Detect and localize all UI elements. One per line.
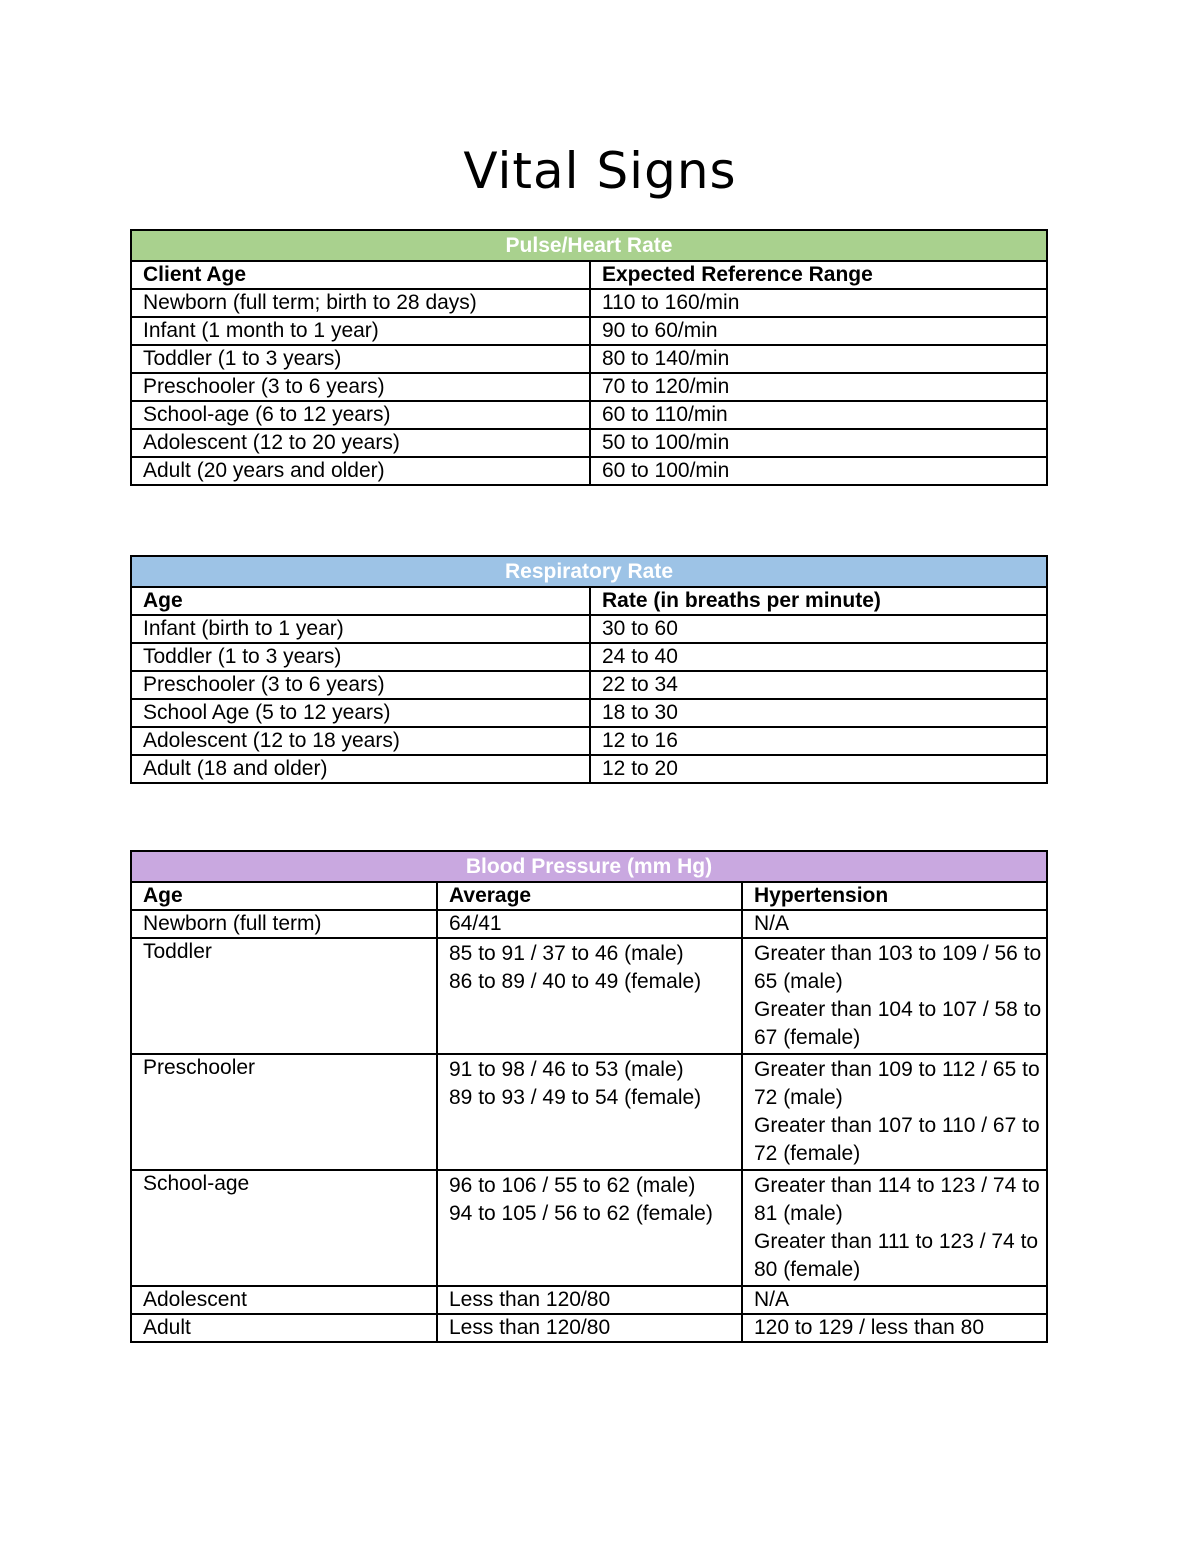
respiratory-caption: Respiratory Rate: [131, 556, 1047, 587]
hypertension-male: Greater than 109 to 112 / 65 to 72 (male): [754, 1058, 1040, 1109]
hypertension-female: Greater than 111 to 123 / 74 to 80 (female): [754, 1230, 1039, 1281]
rate-cell: 12 to 16: [590, 727, 1047, 755]
table-row: [131, 1314, 1047, 1342]
table-row: [131, 1286, 1047, 1314]
age-cell: Infant (1 month to 1 year): [131, 317, 590, 345]
age-cell: Adult (18 and older): [131, 755, 590, 783]
rate-cell: 22 to 34: [590, 671, 1047, 699]
table-row: [131, 699, 1047, 727]
range-cell: 70 to 120/min: [590, 373, 1047, 401]
page-title: Vital Signs: [463, 142, 737, 200]
range-cell: 90 to 60/min: [590, 317, 1047, 345]
age-cell: Adult (20 years and older): [131, 457, 590, 485]
pulse-caption: Pulse/Heart Rate: [131, 230, 1047, 261]
average-female: 86 to 89 / 40 to 49 (female): [449, 970, 702, 993]
average-female: 94 to 105 / 56 to 62 (female): [449, 1202, 713, 1225]
table-row: [131, 755, 1047, 783]
age-cell: Newborn (full term): [131, 910, 437, 938]
age-cell: Preschooler: [131, 1054, 437, 1170]
range-cell: 60 to 110/min: [590, 401, 1047, 429]
age-cell: Toddler (1 to 3 years): [131, 643, 590, 671]
table-row: [131, 910, 1047, 938]
table-row: [131, 1170, 1047, 1286]
hypertension-cell: [742, 1054, 1047, 1170]
hypertension-cell: [742, 1170, 1047, 1286]
age-cell: Preschooler (3 to 6 years): [131, 671, 590, 699]
age-cell: Newborn (full term; birth to 28 days): [131, 289, 590, 317]
average-female: 89 to 93 / 49 to 54 (female): [449, 1086, 702, 1109]
table-row: [131, 615, 1047, 643]
table-row: [131, 317, 1047, 345]
resp-header-rate: Rate (in breaths per minute): [590, 587, 1047, 615]
age-cell: Adolescent: [131, 1286, 437, 1314]
range-cell: 60 to 100/min: [590, 457, 1047, 485]
pulse-header-age: Client Age: [131, 261, 590, 289]
hypertension-cell: N/A: [742, 910, 1047, 938]
age-cell: School-age (6 to 12 years): [131, 401, 590, 429]
pulse-table: [130, 229, 1048, 486]
table-row: [131, 429, 1047, 457]
rate-cell: 18 to 30: [590, 699, 1047, 727]
respiratory-table: [130, 555, 1048, 784]
age-cell: Adult: [131, 1314, 437, 1342]
rate-cell: 30 to 60: [590, 615, 1047, 643]
age-cell: Preschooler (3 to 6 years): [131, 373, 590, 401]
range-cell: 80 to 140/min: [590, 345, 1047, 373]
bp-header-hypertension: Hypertension: [742, 882, 1047, 910]
table-row: [131, 671, 1047, 699]
bp-header-age: Age: [131, 882, 437, 910]
hypertension-male: Greater than 114 to 123 / 74 to 81 (male): [754, 1174, 1040, 1225]
table-row: [131, 457, 1047, 485]
hypertension-cell: N/A: [742, 1286, 1047, 1314]
range-cell: 110 to 160/min: [590, 289, 1047, 317]
table-row: [131, 643, 1047, 671]
table-row: [131, 345, 1047, 373]
age-cell: Toddler: [131, 938, 437, 1054]
blood-pressure-caption: Blood Pressure (mm Hg): [131, 851, 1047, 882]
hypertension-female: Greater than 104 to 107 / 58 to 67 (female): [754, 998, 1042, 1049]
table-row: [131, 938, 1047, 1054]
pulse-header-range: Expected Reference Range: [590, 261, 1047, 289]
average-cell: [437, 938, 742, 1054]
average-cell: 64/41: [437, 910, 742, 938]
table-row: [131, 727, 1047, 755]
resp-header-age: Age: [131, 587, 590, 615]
age-cell: Adolescent (12 to 20 years): [131, 429, 590, 457]
bp-header-average: Average: [437, 882, 742, 910]
rate-cell: 24 to 40: [590, 643, 1047, 671]
blood-pressure-table: [130, 850, 1048, 1343]
range-cell: 50 to 100/min: [590, 429, 1047, 457]
age-cell: Infant (birth to 1 year): [131, 615, 590, 643]
table-row: [131, 401, 1047, 429]
age-cell: School-age: [131, 1170, 437, 1286]
hypertension-cell: [742, 938, 1047, 1054]
average-cell: Less than 120/80: [437, 1286, 742, 1314]
average-cell: [437, 1170, 742, 1286]
hypertension-male: Greater than 103 to 109 / 56 to 65 (male): [754, 942, 1042, 993]
hypertension-female: Greater than 107 to 110 / 67 to 72 (female): [754, 1114, 1040, 1165]
table-row: [131, 1054, 1047, 1170]
average-male: 85 to 91 / 37 to 46 (male): [449, 942, 684, 965]
average-cell: [437, 1054, 742, 1170]
average-male: 91 to 98 / 46 to 53 (male): [449, 1058, 684, 1081]
average-male: 96 to 106 / 55 to 62 (male): [449, 1174, 696, 1197]
average-cell: Less than 120/80: [437, 1314, 742, 1342]
age-cell: Toddler (1 to 3 years): [131, 345, 590, 373]
table-row: [131, 289, 1047, 317]
age-cell: Adolescent (12 to 18 years): [131, 727, 590, 755]
age-cell: School Age (5 to 12 years): [131, 699, 590, 727]
rate-cell: 12 to 20: [590, 755, 1047, 783]
hypertension-cell: 120 to 129 / less than 80: [742, 1314, 1047, 1342]
table-row: [131, 373, 1047, 401]
